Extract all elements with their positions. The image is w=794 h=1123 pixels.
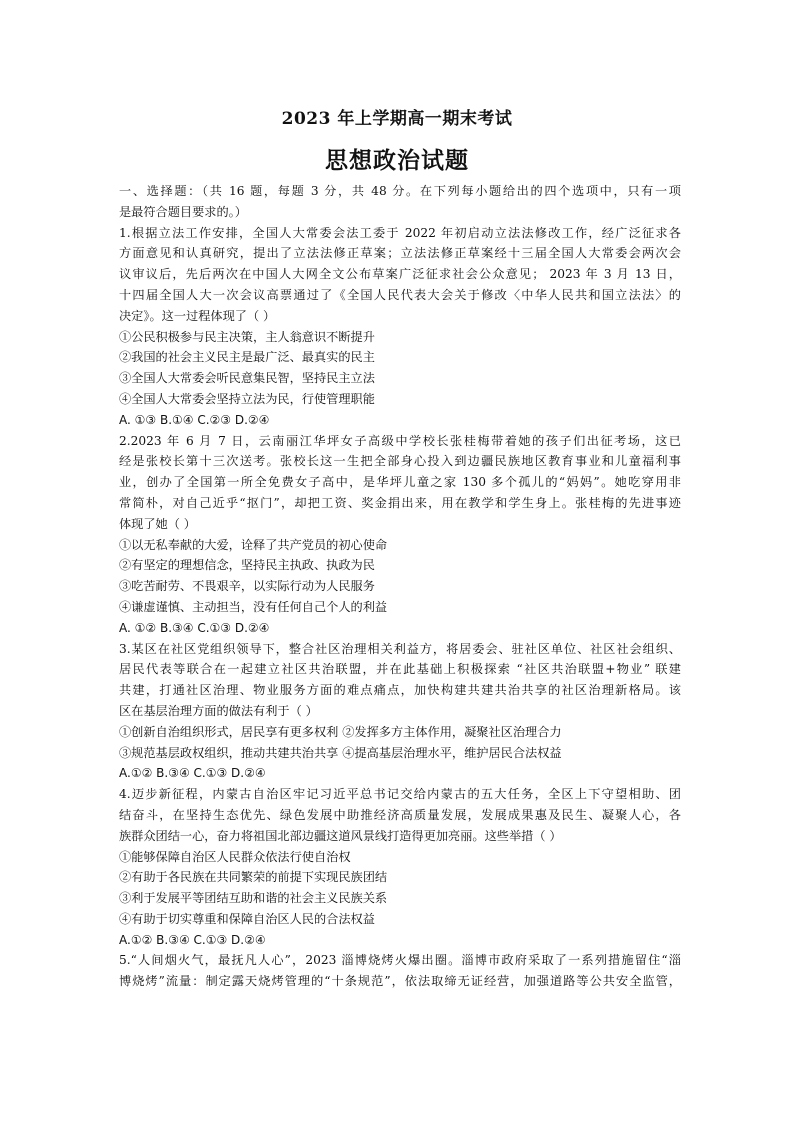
question-stem-line: 族群众团结一心，奋力将祖国北部边疆这道风景线打造得更加亮丽。这些举措（ ） (119, 828, 562, 843)
question-stem-line: 2.2023 年 6 月 7 日，云南丽江华坪女子高级中学校长张桂梅带着她的孩子们出征考场，这已 (119, 433, 681, 448)
question-stem-line: 博烧烤”流量：制定露天烧烤管理的“十条规范”，依法取缔无证经营，加强道路等公共安全监管， (119, 974, 681, 989)
answer-choices: A. ①② B.③④ C.①③ D.②④ (119, 620, 270, 635)
question-stem-line: 业，创办了全国第一所全免费女子高中，是华坪儿童之家 130 多个孤儿的“妈妈”。她吃穿用非 (119, 475, 681, 490)
question-stem-line: 居民代表等联合在一起建立社区共治联盟，并在此基础上积极探索 “社区共治联盟+物业” 联建 (119, 662, 681, 677)
question-stem-line: 议审议后，先后两次在中国人大网全文公布草案广泛征求社会公众意见； 2023 年 3 月 13 日， (119, 267, 681, 282)
question-2 (119, 431, 681, 639)
question-option: ①能够保障自治区人民群众依法行使自治权 (119, 849, 351, 864)
question-option: ①公民积极参与民主决策，主人翁意识不断提升 (119, 329, 375, 344)
question-option: ③利于发展平等团结互助和谐的社会主义民族关系 (119, 891, 388, 906)
question-option: ④全国人大常委会坚持立法为民，行使管理职能 (119, 391, 375, 406)
question-1 (119, 223, 681, 431)
question-option: ①以无私奉献的大爱，诠释了共产党员的初心使命 (119, 537, 388, 552)
question-stem-line: 经是张校长第十三次送考。张校长这一生把全部身心投入到边疆民族地区教育事业和儿童福利事 (119, 454, 681, 469)
question-stem-line: 共建，打通社区治理、物业服务方面的难点痛点，加快构建共建共治共享的社区治理新格局。该 (119, 683, 681, 698)
exam-content (119, 181, 681, 992)
question-5 (119, 950, 681, 992)
question-stem-line: 4.迈步新征程，内蒙古自治区牢记习近平总书记交给内蒙古的五大任务，全区上下守望相助、团 (119, 787, 681, 802)
question-stem-line: 方面意见和认真研究，提出了立法法修正草案；立法法修正草案经十三届全国人大常委会两次会 (119, 246, 681, 261)
answer-choices: A.①② B.③④ C.①③ D.②④ (119, 932, 266, 947)
question-stem-line: 区在基层治理方面的做法有利于（ ） (119, 703, 318, 718)
question-stem-line: 1.根据立法工作安排，全国人大常委会法工委于 2022 年初启动立法法修改工作，经广泛征求各 (119, 225, 681, 240)
question-option: ③吃苦耐劳、不畏艰辛，以实际行动为人民服务 (119, 579, 375, 594)
section-intro-line: 一、选择题：（共 16 题，每题 3 分，共 48 分。在下列每小题给出的四个选项中，只有一项 (119, 184, 681, 198)
question-stem-line: 3.某区在社区党组织领导下，整合社区治理相关利益方，将居委会、驻社区单位、社区社会组织、 (119, 641, 681, 656)
question-stem-line: 常简朴，对自己近乎“抠门”，却把工资、奖金捐出来，用在教学和学生身上。张桂梅的先进事迹 (119, 495, 681, 510)
question-option: ③全国人大常委会听民意集民智，坚持民主立法 (119, 371, 375, 386)
question-option: ②有助于各民族在共同繁荣的前提下实现民族团结 (119, 870, 388, 885)
question-stem-line: 结奋斗，在坚持生态优先、绿色发展中助推经济高质量发展，发展成果惠及民生、凝聚人心，各 (119, 807, 681, 822)
exam-title: 2023 年上学期高一期末考试 (281, 109, 513, 129)
question-stem-line: 十四届全国人大一次会议高票通过了《全国人民代表大会关于修改〈中华人民共和国立法法〉的 (119, 287, 681, 302)
section-intro-line: 是最符合题目要求的。） (119, 204, 247, 219)
question-option: ①创新自治组织形式，居民享有更多权利 ②发挥多方主体作用，凝聚社区治理合力 (119, 724, 562, 739)
question-option: ④有助于切实尊重和保障自治区人民的合法权益 (119, 911, 375, 926)
answer-choices: A.①② B.③④ C.①③ D.②④ (119, 766, 266, 781)
question-option: ②我国的社会主义民主是最广泛、最真实的民主 (119, 350, 375, 365)
question-4 (119, 784, 681, 950)
question-stem-line: 5.“人间烟火气，最抚凡人心”，2023 淄博烧烤火爆出圈。淄博市政府采取了一系列措施留住“淄 (119, 953, 681, 968)
question-3 (119, 639, 681, 785)
exam-subject-title: 思想政治试题 (325, 147, 469, 174)
question-option: ③规范基层政权组织，推动共建共治共享 ④提高基层治理水平，维护居民合法权益 (119, 745, 562, 760)
question-option: ④谦虚谨慎、主动担当，没有任何自己个人的利益 (119, 599, 388, 614)
question-stem-line: 体现了她（ ） (119, 516, 196, 531)
answer-choices: A. ①③ B.①④ C.②③ D.②④ (119, 412, 270, 427)
question-stem-line: 决定》。这一过程体现了（ ） (119, 308, 276, 323)
question-option: ②有坚定的理想信念，坚持民主执政、执政为民 (119, 558, 375, 573)
